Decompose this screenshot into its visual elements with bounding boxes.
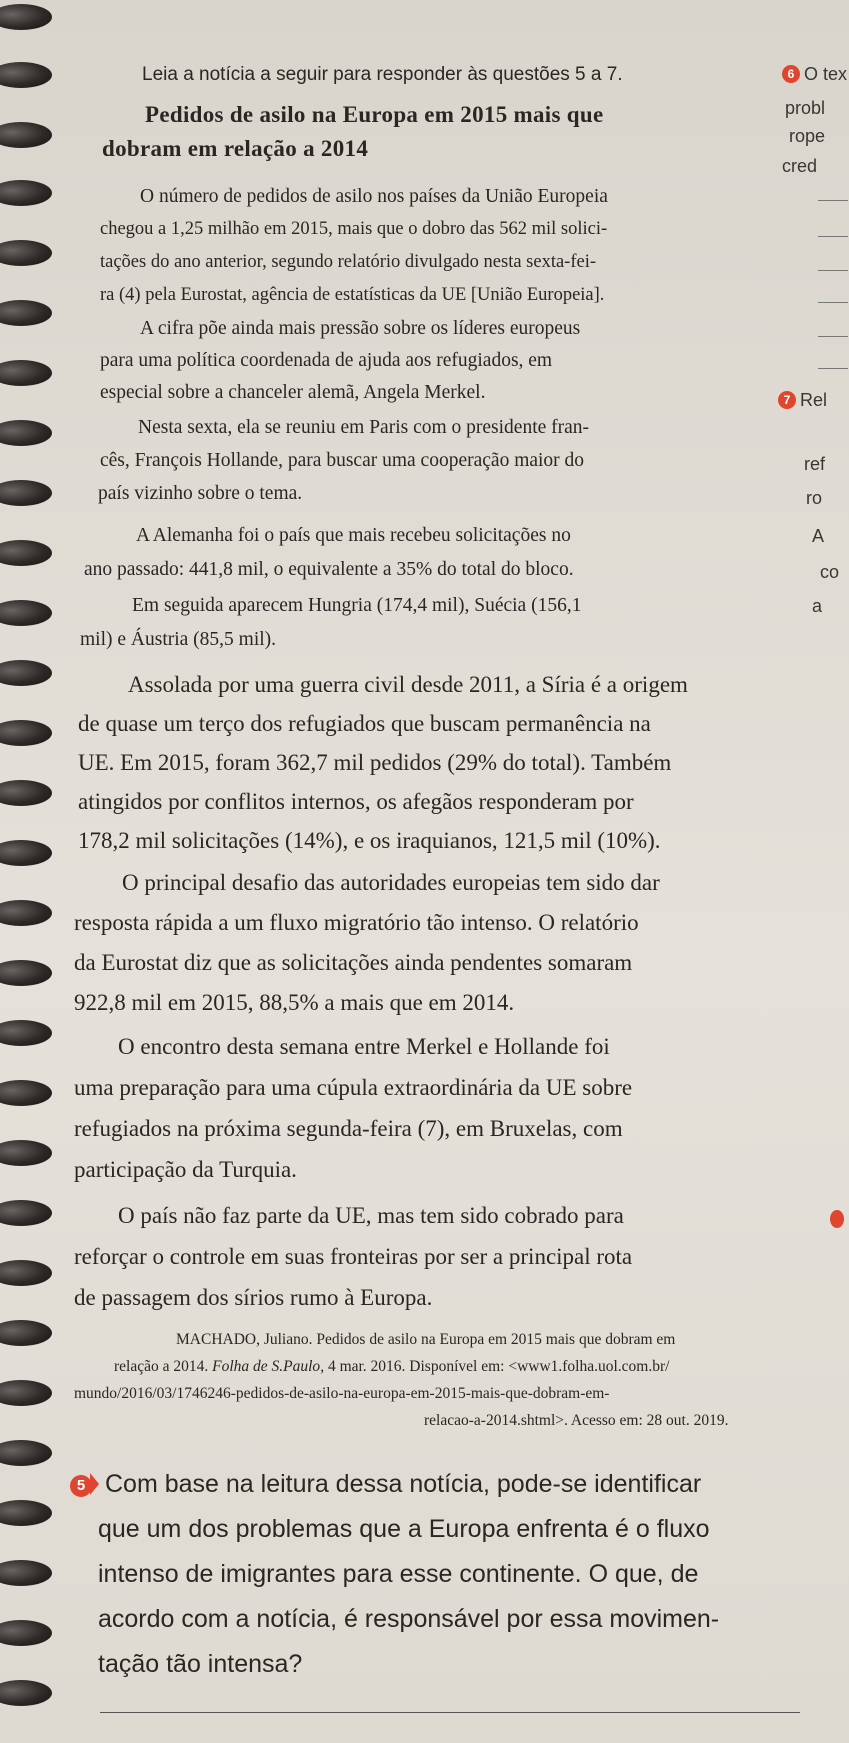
paragraph-line: país vizinho sobre o tema.	[98, 483, 303, 504]
spiral-binding	[0, 0, 70, 1743]
question-number-badge: 5	[70, 1475, 92, 1497]
binding-ring	[0, 1020, 52, 1046]
answer-line-fragment	[818, 336, 848, 337]
paragraph-line: Em seguida aparecem Hungria (174,4 mil), Suécia (156,1	[132, 595, 582, 616]
question-5-line: acordo com a notícia, é responsável por essa movimen-	[98, 1605, 720, 1633]
side-fragment: probl	[785, 98, 826, 118]
paragraph-line: ano passado: 441,8 mil, o equivalente a 35% do total do bloco.	[84, 559, 574, 580]
paragraph-line: Nesta sexta, ela se reuniu em Paris com o presidente fran-	[138, 417, 590, 438]
binding-ring	[0, 1140, 52, 1166]
paragraph-line: A cifra põe ainda mais pressão sobre os líderes europeus	[140, 318, 581, 339]
paragraph-line: UE. Em 2015, foram 362,7 mil pedidos (29% do total). Também	[78, 750, 672, 775]
binding-ring	[0, 1440, 52, 1466]
paragraph-line: de passagem dos sírios rumo à Europa.	[74, 1285, 433, 1310]
binding-ring	[0, 300, 52, 326]
instruction-text: Leia a notícia a seguir para responder às questões 5 a 7.	[142, 64, 623, 85]
paragraph-line: 922,8 mil em 2015, 88,5% a mais que em 2014.	[74, 990, 515, 1015]
binding-ring	[0, 1500, 52, 1526]
side-fragment: ref	[804, 454, 826, 474]
citation-line: relacao-a-2014.shtml>. Acesso em: 28 out. 2019.	[424, 1412, 729, 1429]
binding-ring	[0, 1380, 52, 1406]
paragraph-line: O país não faz parte da UE, mas tem sido cobrado para	[118, 1203, 624, 1228]
citation-line: MACHADO, Juliano. Pedidos de asilo na Europa em 2015 mais que dobram em	[176, 1331, 676, 1348]
paragraph-line: chegou a 1,25 milhão em 2015, mais que o dobro das 562 mil solici-	[100, 219, 608, 239]
question-number-badge: 6	[782, 65, 800, 83]
binding-ring	[0, 720, 52, 746]
side-fragment: 7 Rel	[778, 390, 827, 411]
paragraph-line: mil) e Áustria (85,5 mil).	[80, 629, 277, 650]
binding-ring	[0, 660, 52, 686]
paragraph-line: para uma política coordenada de ajuda aos refugiados, em	[100, 350, 553, 371]
paragraph-line: da Eurostat diz que as solicitações ainda pendentes somaram	[74, 950, 633, 975]
side-fragment: A	[812, 526, 825, 546]
binding-ring	[0, 122, 52, 148]
paragraph-line: O número de pedidos de asilo nos países da União Europeia	[140, 186, 608, 207]
binding-ring	[0, 180, 52, 206]
question-5-line-1: 5 Com base na leitura dessa notícia, pode-se identificar	[70, 1470, 701, 1499]
paragraph-line: Assolada por uma guerra civil desde 2011, a Síria é a origem	[128, 672, 688, 697]
headline-line-2: dobram em relação a 2014	[102, 136, 369, 161]
binding-ring	[0, 480, 52, 506]
answer-line-fragment	[818, 200, 848, 201]
paragraph-line: O encontro desta semana entre Merkel e Hollande foi	[118, 1034, 610, 1059]
answer-line-fragment	[818, 302, 848, 303]
binding-ring	[0, 360, 52, 386]
binding-ring	[0, 4, 52, 30]
side-fragment: 6 O tex	[782, 64, 847, 85]
badge-fragment	[830, 1210, 844, 1228]
binding-ring	[0, 1320, 52, 1346]
side-fragment: cred	[782, 156, 818, 176]
answer-line-fragment	[818, 236, 848, 237]
citation-line: relação a 2014. Folha de S.Paulo, 4 mar. 2016. Disponível em: <www1.folha.uol.com.br/	[114, 1358, 670, 1375]
answer-line-fragment	[818, 270, 848, 271]
paragraph-line: refugiados na próxima segunda-feira (7), em Bruxelas, com	[74, 1116, 623, 1141]
adjacent-page-strip	[780, 0, 849, 1743]
answer-line-fragment	[818, 368, 848, 369]
paragraph-line: reforçar o controle em suas fronteiras por ser a principal rota	[74, 1244, 633, 1269]
paragraph-line: resposta rápida a um fluxo migratório tão intenso. O relatório	[74, 910, 639, 935]
question-5-line: tação tão intensa?	[98, 1650, 303, 1678]
paragraph-line: de quase um terço dos refugiados que buscam permanência na	[78, 711, 651, 736]
binding-ring	[0, 62, 52, 88]
paragraph-line: 178,2 mil solicitações (14%), e os iraquianos, 121,5 mil (10%).	[78, 828, 661, 853]
binding-ring	[0, 240, 52, 266]
side-fragment: co	[820, 562, 840, 582]
paragraph-line: uma preparação para uma cúpula extraordinária da UE sobre	[74, 1075, 633, 1100]
binding-ring	[0, 1620, 52, 1646]
main-column	[70, 0, 790, 1743]
badge-arrow-icon	[90, 1473, 99, 1495]
headline-line-1: Pedidos de asilo na Europa em 2015 mais que	[145, 102, 604, 127]
binding-ring	[0, 1080, 52, 1106]
paragraph-line: cês, François Hollande, para buscar uma cooperação maior do	[100, 450, 585, 471]
binding-ring	[0, 780, 52, 806]
paragraph-line: especial sobre a chanceler alemã, Angela Merkel.	[100, 382, 486, 403]
question-5-line: intenso de imigrantes para esse continente. O que, de	[98, 1560, 699, 1588]
binding-ring	[0, 900, 52, 926]
citation-line: mundo/2016/03/1746246-pedidos-de-asilo-na-europa-em-2015-mais-que-dobram-em-	[74, 1385, 610, 1402]
binding-ring	[0, 420, 52, 446]
binding-ring	[0, 1560, 52, 1586]
question-5-line: que um dos problemas que a Europa enfrenta é o fluxo	[98, 1515, 710, 1543]
paragraph-line: O principal desafio das autoridades europeias tem sido dar	[122, 870, 660, 895]
paragraph-line: A Alemanha foi o país que mais recebeu solicitações no	[136, 525, 571, 546]
binding-ring	[0, 1680, 52, 1706]
binding-ring	[0, 1260, 52, 1286]
binding-ring	[0, 840, 52, 866]
paragraph-line: ra (4) pela Eurostat, agência de estatísticas da UE [União Europeia].	[100, 285, 605, 305]
side-fragment: ro	[806, 488, 823, 508]
question-number-badge: 7	[778, 391, 796, 409]
binding-ring	[0, 600, 52, 626]
paragraph-line: tações do ano anterior, segundo relatório divulgado nesta sexta-fei-	[100, 252, 597, 272]
paragraph-line: participação da Turquia.	[74, 1157, 297, 1182]
binding-ring	[0, 1200, 52, 1226]
side-fragment: a	[812, 596, 823, 616]
binding-ring	[0, 960, 52, 986]
side-fragment: rope	[789, 126, 826, 146]
binding-ring	[0, 540, 52, 566]
paragraph-line: atingidos por conflitos internos, os afegãos responderam por	[78, 789, 634, 814]
answer-line[interactable]	[100, 1712, 800, 1713]
